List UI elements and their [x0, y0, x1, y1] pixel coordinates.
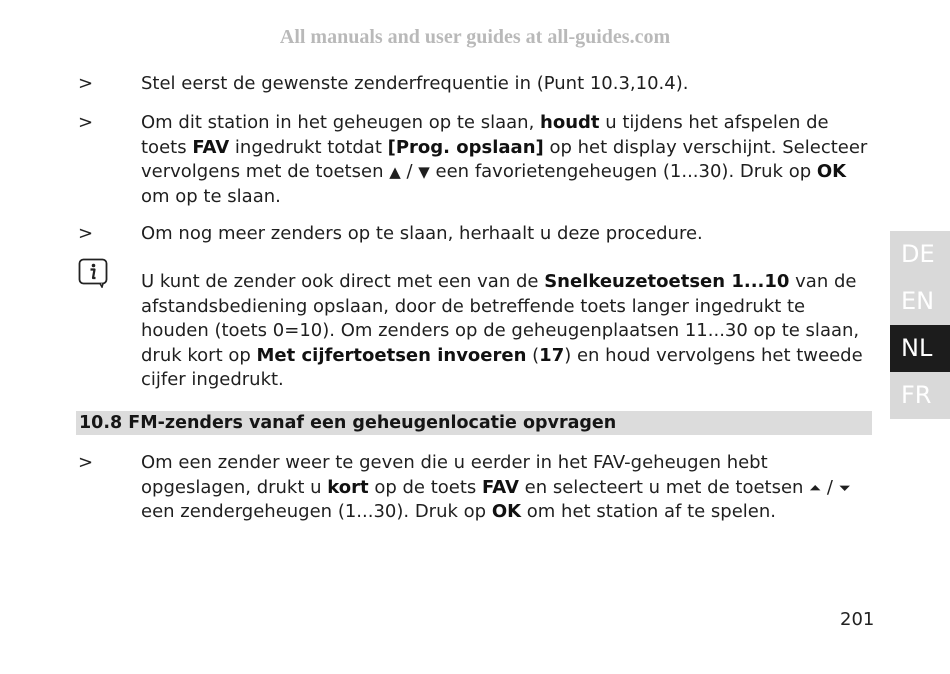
lang-tab-de[interactable]: DE	[890, 231, 950, 278]
step-text: Om nog meer zenders op te slaan, herhaalt u deze procedure.	[141, 223, 703, 244]
lang-tab-fr[interactable]: FR	[890, 372, 950, 419]
step-item-1	[78, 72, 878, 97]
lang-tab-en[interactable]: EN	[890, 278, 950, 325]
step-text: Om dit station in het geheugen op te slaan, houdt u tijdens het afspelen de toets FAV ingedrukt totdat [Prog. opslaan] op het display verschijnt. Selecteer vervolgens met de toetsen ▲ / ▼ een favorietengeheugen (1...30). Druk op OK om op te slaan.	[141, 112, 868, 207]
watermark: All manuals and user guides at all-guides.com	[279, 26, 671, 48]
info-icon	[78, 258, 108, 288]
page-number: 201	[840, 609, 875, 630]
step-marker: >	[78, 452, 94, 473]
step-text: Om een zender weer te geven die u eerder in het FAV-geheugen hebt opgeslagen, drukt u kort op de toets FAV en selecteert u met de toetsen ⏶ / ⏷ een zendergeheugen (1...30). Druk op OK om het station af te spelen.	[141, 452, 851, 522]
step-marker: >	[78, 223, 94, 244]
lang-tab-nl[interactable]: NL	[890, 325, 950, 372]
up-arrow-icon: ⏶	[809, 478, 822, 497]
info-note	[78, 258, 878, 393]
up-triangle-icon: ▲	[389, 163, 401, 181]
step-item-2	[78, 111, 878, 211]
down-triangle-icon: ▼	[418, 163, 430, 181]
info-note-text: U kunt de zender ook direct met een van de Snelkeuzetoetsen 1...10 van de afstandsbediening opslaan, door de betreffende toets langer ingedrukt te houden (toets 0=10). Om zenders op de geheugenplaatsen 11...30 op te slaan, druk kort op Met cijfertoetsen invoeren (17) en houd vervolgens het tweede cijfer ingedrukt.	[141, 271, 863, 390]
step-item-4	[78, 451, 878, 527]
down-arrow-icon: ⏷	[838, 478, 851, 497]
section-heading-bar	[76, 411, 872, 435]
step-text: Stel eerst de gewenste zenderfrequentie in (Punt 10.3,10.4).	[141, 73, 689, 94]
step-marker: >	[78, 73, 94, 94]
step-item-3	[78, 222, 878, 247]
section-title: 10.8 FM-zenders vanaf een geheugenlocatie opvragen	[79, 413, 617, 433]
step-marker: >	[78, 112, 94, 133]
